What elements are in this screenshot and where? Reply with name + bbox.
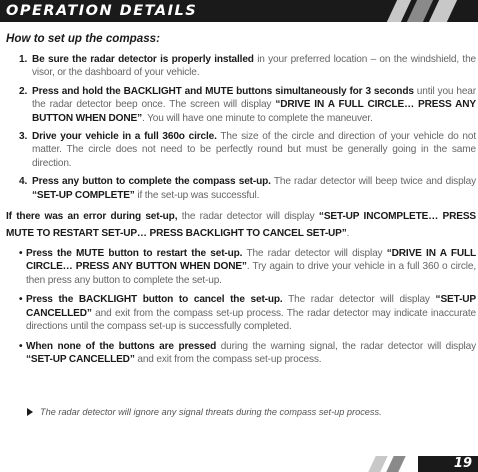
page-title: OPERATION DETAILS	[6, 3, 198, 19]
option-bold: Press the BACKLIGHT button to cancel the set-up.	[26, 294, 283, 306]
step-bold-quote: “SET-UP COMPLETE”	[32, 189, 135, 201]
step-text-end: if the set-up was successful.	[134, 189, 260, 201]
option-bold-quote: “SET-UP CANCELLED”	[26, 353, 135, 365]
content	[6, 32, 476, 372]
step-bold-quote: “DRIVE IN A FULL CIRCLE… PRESS ANY BUTTON WHEN DONE”	[32, 99, 476, 124]
note-text: The radar detector will ignore any signal threats during the compass set-up process.	[40, 407, 382, 417]
step-bold: Press and hold the BACKLIGHT and MUTE buttons simultaneously for 3 seconds	[32, 85, 414, 97]
option-item	[6, 293, 476, 333]
footer-bar	[0, 456, 478, 472]
option-text-end: . Try again to drive your vehicle in a full 360 o circle, then press any button to complete the set-up.	[26, 261, 476, 286]
option-text: The radar detector will display	[242, 248, 387, 260]
step-text: in your preferred location – on the windshield, the visor, or the dashboard of your vehicle.	[32, 54, 476, 79]
play-arrow-icon	[27, 408, 33, 416]
header-stripe-light-2	[429, 0, 457, 22]
section-heading: How to set up the compass:	[6, 32, 160, 45]
option-bold-quote: “SET-UP CANCELLED”	[26, 294, 477, 319]
step-bold: Press any button to complete the compass set-up.	[32, 176, 271, 188]
bullet-icon: •	[19, 340, 23, 352]
step-text: until you hear the radar detector beep once. The screen will display	[32, 85, 476, 111]
setup-step	[6, 175, 476, 202]
page-number-block	[418, 456, 478, 472]
setup-step	[6, 53, 476, 80]
option-text-end: and exit from the compass set-up process. The radar detector may indicate inaccurate directions until the compass set-up is successfully completed.	[26, 307, 476, 333]
footer-stripe-light	[368, 456, 387, 472]
option-bold: When none of the buttons are pressed	[26, 340, 217, 352]
step-text-end: . You will have one minute to complete the maneuver.	[141, 112, 373, 124]
header-bar	[0, 0, 478, 22]
option-text: during the warning signal, the radar detector will display	[216, 340, 476, 352]
error-paragraph	[6, 208, 476, 242]
setup-step	[6, 85, 476, 125]
step-text: The size of the circle and direction of your vehicle do not matter. The circle does not need to be perfectly round but must be generally going in the same direction.	[32, 131, 476, 169]
option-bold-quote: “DRIVE IN A FULL CIRCLE… PRESS ANY BUTTON WHEN DONE”	[26, 248, 477, 273]
option-item	[6, 340, 476, 367]
step-text: The radar detector will beep twice and display	[270, 176, 476, 188]
option-item	[6, 247, 476, 287]
step-bold: Be sure the radar detector is properly installed	[32, 54, 254, 65]
option-text: The radar detector will display	[282, 294, 436, 306]
bullet-icon: •	[19, 294, 23, 306]
option-text-end: and exit from the compass set-up process.	[134, 353, 322, 365]
error-text: the radar detector will display	[177, 211, 319, 223]
step-number: 1.	[19, 54, 28, 65]
step-bold: Drive your vehicle in a full 360o circle.	[32, 131, 217, 143]
setup-steps	[6, 53, 476, 202]
bullet-icon: •	[19, 248, 23, 260]
error-options	[6, 247, 476, 366]
error-lead: If there was an error during set-up,	[6, 211, 178, 223]
option-bold: Press the MUTE button to restart the set-up.	[26, 248, 243, 260]
error-message: “SET-UP INCOMPLETE… PRESS MUTE TO RESTART SET-UP… PRESS BACKLIGHT TO CANCEL SET-UP”	[6, 211, 476, 240]
footer-stripe-mid	[386, 456, 405, 472]
step-number: 2.	[19, 85, 28, 97]
page-number: 19	[453, 456, 472, 471]
step-number: 3.	[19, 131, 28, 143]
setup-step	[6, 130, 476, 170]
step-number: 4.	[19, 176, 28, 188]
error-end: .	[346, 228, 350, 240]
